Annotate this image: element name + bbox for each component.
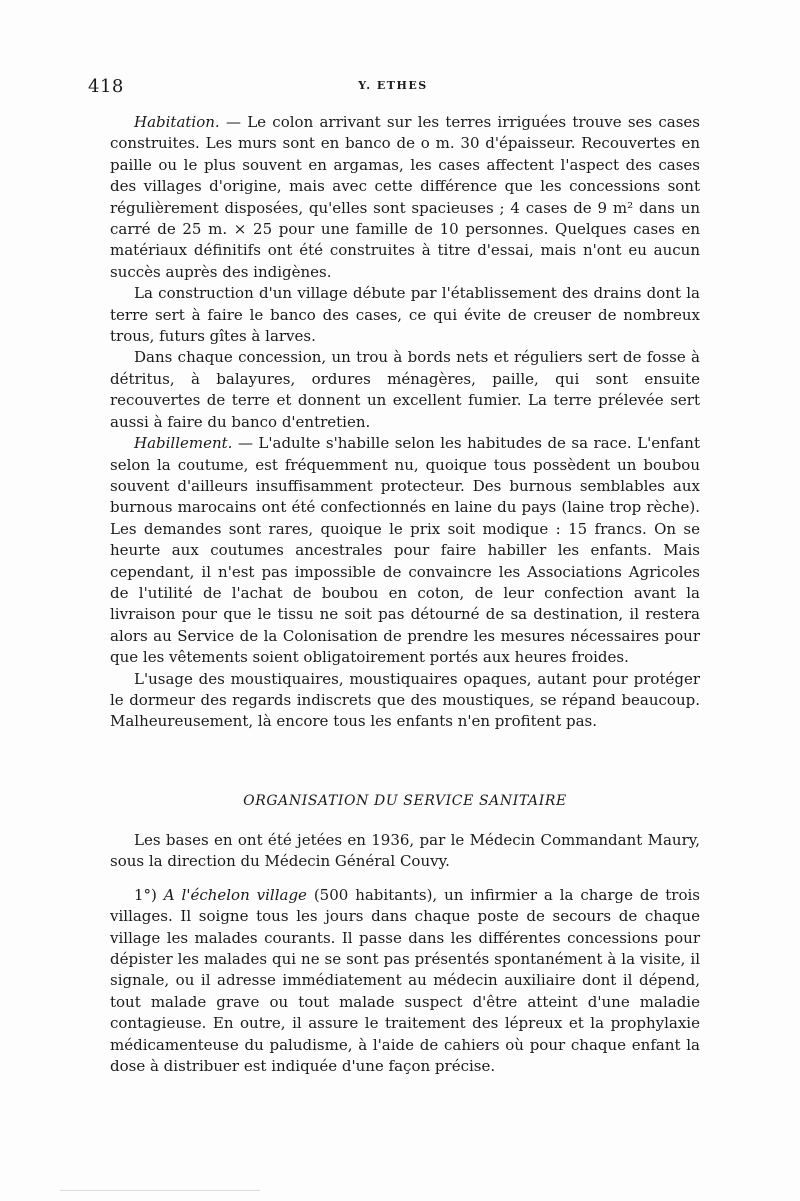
paragraph-gap <box>110 873 700 885</box>
habitation-heading: Habitation. <box>134 113 220 131</box>
habillement-heading: Habillement. <box>134 434 233 453</box>
paragraph-moustiquaires: L'usage des moustiquaires, moustiquaires opaques, autant pour protéger le dormeur des regards indiscrets que des moustiques, se répand beaucoup. Malheureusement, là encore tous les enfants n'en profitent pas. <box>110 669 700 731</box>
paragraph-concession: Dans chaque concession, un trou à bords nets et réguliers sert de fosse à détritus, à balayures, ordures ménagères, paille, qui sont ensuite recouvertes de terre et donnent un excellent fumier. La terre prélevée sert aussi à faire du banco d'entretien. <box>110 348 700 431</box>
paragraph-habitation <box>110 112 700 283</box>
body-text-bottom <box>110 830 700 1077</box>
echelon-heading: A l'échelon village <box>163 885 307 904</box>
echelon-number: 1°) <box>134 885 164 904</box>
echelon-text: (500 habitants), un infirmier a la charge de trois villages. Il soigne tous les jours dans chaque poste de secours de chaque village les malades courants. Il passe dans les différentes concessions pour dépister les malades qui ne se sont pas présentés spontanément à la visite, il signale, ou il adresse immédiatement au médecin auxiliaire dont il dépend, tout malade grave ou tout malade suspect d'être atteint d'une maladie contagieuse. En outre, il assure le traitement des lépreux et la prophylaxie médicamenteuse du paludisme, à l'aide de cahiers où pour chaque enfant la dose à distribuer est indiquée d'une façon précise. <box>110 885 700 1076</box>
paragraph-bases: Les bases en ont été jetées en 1936, par le Médecin Commandant Maury, sous la direction du Médecin Général Couvy. <box>110 831 700 871</box>
paragraph-construction: La construction d'un village débute par l'établissement des drains dont la terre sert à faire le banco des cases, ce qui évite de creuser de nombreux trous, futurs gîtes à larves. <box>110 284 700 346</box>
running-head <box>88 76 698 100</box>
paragraph-echelon-village <box>110 885 700 1078</box>
page-number: 418 <box>88 76 124 97</box>
scan-edge-line <box>60 1190 260 1191</box>
section-title: ORGANISATION DU SERVICE SANITAIRE <box>243 793 567 809</box>
body-text-top <box>110 112 700 733</box>
running-title: Y. ETHES <box>358 79 428 92</box>
paragraph-habillement <box>110 433 700 668</box>
habitation-text: — Le colon arrivant sur les terres irriguées trouve ses cases construites. Les murs sont en banco de o m. 30 d'épaisseur. Recouvertes en paille ou le plus souvent en argamas, les cases affectent l'aspect des cases des villages d'origine, mais avec cette différence que les concessions sont régulièrement disposées, qu'elles sont spacieuses ; 4 cases de 9 m² dans un carré de 25 m. × 25 pour une famille de 10 personnes. Quelques cases en matériaux définitifs ont été construites à titre d'essai, mais n'ont eu aucun succès auprès des indigènes. <box>110 113 700 281</box>
habillement-text: — L'adulte s'habille selon les habitudes de sa race. L'enfant selon la coutume, est fréquemment nu, quoique tous possèdent un boubou souvent d'ailleurs insuffisamment protecteur. Des burnous semblables aux burnous marocains ont été confectionnés en laine du pays (laine trop rèche). Les demandes sont rares, quoique le prix soit modique : 15 francs. On se heurte aux coutumes ancestrales pour faire habiller les enfants. Mais cependant, il n'est pas impossible de convaincre les Associations Agricoles de l'utilité de l'achat de boubou en coton, de leur confection avant la livraison pour que le tissu ne soit pas détourné de sa destination, il restera alors au Service de la Colonisation de prendre les mesures nécessaires pour que les vêtements soient obligatoirement portés aux heures froides. <box>110 434 700 667</box>
